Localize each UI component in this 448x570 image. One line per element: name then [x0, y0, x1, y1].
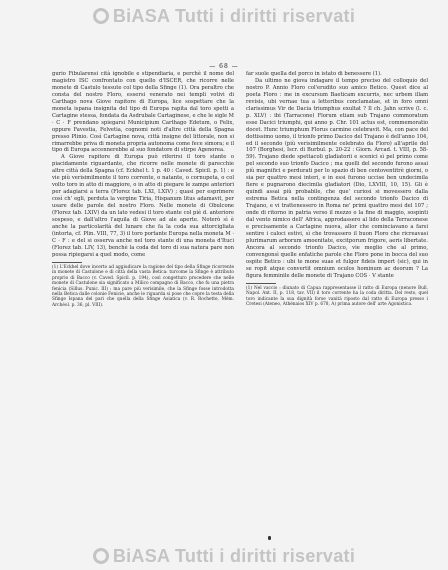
page-number: — 68 — [209, 63, 239, 70]
watermark-bottom [0, 546, 448, 567]
ink-mark [268, 536, 271, 540]
right-paragraph-1: far suole quella del porco in istato di benessere (1). [246, 71, 382, 77]
biasa-logo-icon [93, 548, 109, 564]
footnote-separator [246, 283, 276, 284]
left-column [52, 71, 234, 308]
biasa-logo-icon [93, 8, 109, 24]
right-column [246, 71, 428, 307]
watermark-bottom-text: BiASA Tutti i diritti riservati [112, 546, 356, 566]
watermark-top-text: BiASA Tutti i diritti riservati [112, 6, 356, 26]
watermark-top [0, 6, 448, 27]
footnote-separator [52, 262, 82, 263]
right-footnote: (1) Nel vaccio : diunato di Capua rappresentasse il ratto di Europa (nenore Bull. Napol. Ant. II, p. 118, tav. VII) il toro corrente ha la coda diritta. Del resto, quel toro indicante la sua dignità forse vanità riposto dal ratto di Europa presso i Cretesi (Ateneo, Athénaios XIV p. 678, A) prima autore dell' arte Agonistica. [246, 285, 428, 307]
left-footnote: (1) L'Eckhel dove incerto ad aggiudicare la ragione del tipo della Sfinge ricorrente in monete di Castulone e di città della vasta Betica: turcome la Sfinge è attributo proprio di Bacco (v. Caved. Spicil. p. 194), così congetturo procedere che nelle monete di Castulone sia significato a Milico compagno di Bacco, che fu una pietra fenicia (Sillus. Punic. III) : ma pare più verisimile, che la Sfinge fosse introdotta nella Betica dalle colonie Fenicie, anche le riguarda si pose che copre la testa della Sfinge Ispana del pari che quella della Sfinge Asiatica (v. R. Rochette, Mém. Archéol. p. 36, pl. VIII). [52, 264, 234, 308]
left-paragraph-1: gurio Fibularensi cità ignobile e stipendiaria, e perchè il nome del magistro ISC confrontato con quello d'ISCER, che ricorre nelle monete di Castulo tessute col tipo della Sfinge (1). Ora peraltro che consta del nostro Floro, essersi venerato nei templi votivi di Carthago nova Giove rapitore di Europa, lice sospettare che la moneta ispana insignita del tipo di Europa rapita dal toro spetti a Cartagine stessa, fondata da Asdrubale Cartaginese, e che le sigle M · C · F prendano spiegarsi Municipium Carthago Edetum, o Felix, oppure Favestia, Felvetia, cognomi noti d'altre città della Spagna presso Plinio. Così Cartagine nova, città insigne del littorale, non si rimarrebbe priva di moneta propria autonoma come fece simora; e il tipo di Europa accennerebbe al suo fondatore di stirpe Agenorea. [52, 71, 234, 154]
left-paragraph-2: A Giove rapitore di Europa può riferirsi il toro stante o piacidamente riguardante, che ricorre nelle monete di parecchie altre città della Spagna (cf. Eckhel t. 1 p. 40 : Caved. Spicil. p. 1) : e vie più verisimilmente il toro corrente, o natante, o cornupeta, o col volto toro in atto di maggiore, o in atto di piegare le zampe anteriori per adagiarsi a terra (Florez tab. LXI, LXIV) ; quasi per esprimere così ch' egli, perduta la vergine Tiria, Hispanum litus adamavit, per usare delle parole del nostro Floro. Nelle monete di Obulcone (Florez tab. LXIV) da un lato vedesi il toro stante col piè d. anteriore sospeso, e dall'altro l'aquila di Giove ad ale aperte. Noterò sì è anche la particolarità del lunare che fa la coda sua attorcigliata (intorta, cf. Plin. VIII, 77, 3) il toro portante Europa nella moneta M · C · F : e del si osserva anche nel toro stante di una moneta d'Ituci (Florez tab. LIV, 13), benchè la coda del toro di sua natura pare non possa ripiegarsi a quel modo, come [52, 154, 234, 258]
right-paragraph-2: Da ultimo ne giova indagare il tempo preciso del colloquio del nostro P. Annio Floro col'erudito suo amico Betico. Quest dice al poeta Floro : me in excursum Baeticam excurris, nec urbem illam revisis, ubi vernae tua a letteribus conclamatae, et in foro omni clarissimus Vir de Dacia triumphus exultat ? Il ch. Jahn scrive (l. c. p. XLV) : ibi (Tarracone) Florum etiam sub Trajano commoratum esse Dacici triumphi, qui anno p. Chr. 101 actus est, commemoratio docet. Hunc triumphum Florus carmine celebravit. Ma, con pace del dottissimo uomo, il trionfo primo Dacico del Trajano è dell'anno 104, ed il secondo (più verisimilmente celebrato da Floro) all'aprile del 107 (Borghesi, Iscr. di Burbul. p. 20-22 : Giorn. Arcad. t. VIII, p. 58-59). Trajano diede spettacoli gladiatorii e scenici sì pel primo come pel secondo suo trionfo Dacico ; ma quelli del secondo furono assai più magnifici e perdurati per lo spazio di ben centoventitrè giorni, o sia per quattro mesi interi, e in essi furono uccise ben undecimila fiere e pugnarono diecimila gladiatori (Dio, LXVIII, 10, 15). Gli è quindi assai più probabile, che que' curiosi si movessero dalla estrema Betica nella contingenza del secondo trionfo Dacico di Trajano, e vi trattenessero in Roma ne' primi quattro mesi del 107 ; onde di ritorno in patria verso il mezzo o la fine di maggio, sospinti dal vento nimico dell' Africa, approdassero al lido della Terraconese e precisamente a Cartagine nuova, allor che cominciavano a farsi sentire i caloci estivi, sì che trovassero il buon Floro che ricreavasi plurimarum arborum amoenitate, excitporum frigore, aeris libertate. Ancora al secondo trionfo Dacico, vie meglio che al primo, convengonsì quelle enfatiche parole che Floro pone in bocca del suo ospite Betico : ubi te mone suae et fulgor fideis impert (sic), qui in se ropit atque convertit omnium oculos hominum ac deorum ? La figura femminile delle monete di Trajano COS · V stante [246, 77, 428, 279]
